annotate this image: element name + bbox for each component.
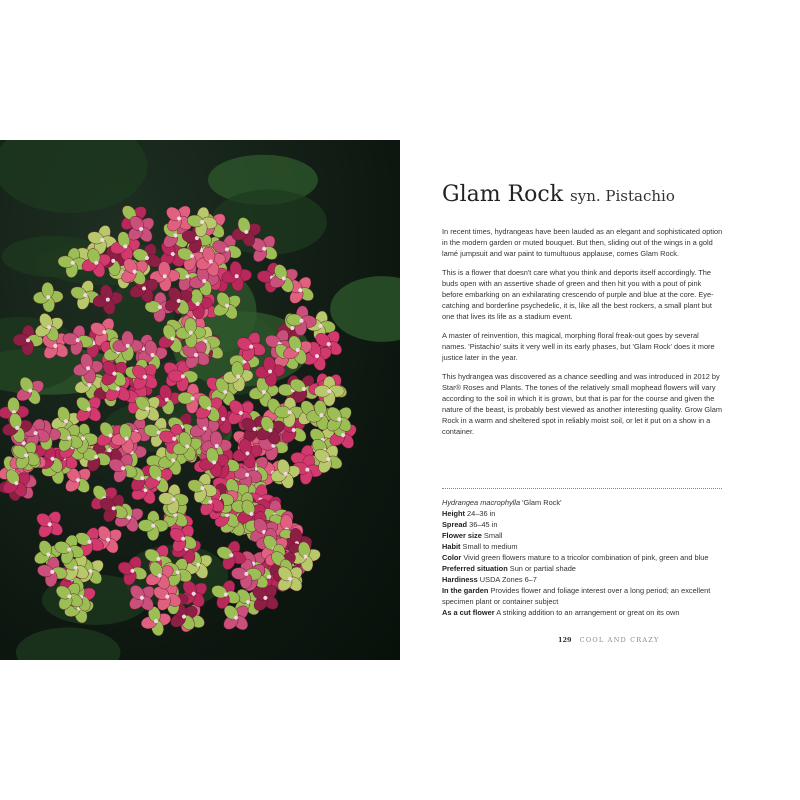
spec-label: Color (442, 553, 462, 562)
spec-label: Height (442, 509, 465, 518)
spec-value: Small (481, 531, 503, 540)
description-body (442, 226, 724, 445)
text-page (400, 140, 800, 660)
paragraph: A master of reinvention, this magical, morphing floral freak-out goes by several names. 'Pistachio' suits it very well in its early phases, but 'Glam Rock' does it more justice later in the year. (442, 331, 715, 362)
spec-label: Habit (442, 542, 461, 551)
spec-value: USDA Zones 6–7 (477, 575, 537, 584)
spec-label: As a cut flower (442, 608, 495, 617)
paragraph: This is a flower that doesn't care what you think and deports itself accordingly. The buds open with an assertive shade of green and then hit you with a pout of pink before embarking on an exhilarating crescendo of purple and blue at the core. Eye-catching and borderline psychedelic, it is, like all the best rockers, a small plant but one that lives its life as a stadium event. (442, 268, 714, 321)
spec-row (442, 508, 724, 519)
plant-specs (442, 497, 724, 618)
spec-value: Sun or partial shade (507, 564, 576, 573)
page-number: 129 (558, 636, 572, 644)
paragraph: This hydrangea was discovered as a chance seedling and was introduced in 2012 by Star® Roses and Plants. The tones of the relatively small mophead flowers will vary according to the soil in which it is grown, but that is par for the course and given the nature of the beast, is probably best viewed as another interesting quality. Grow Glam Rock in a warm and sheltered spot in reliably moist soil, or let it put on a show in a container. (442, 372, 723, 436)
plant-title (442, 182, 675, 207)
spec-row (442, 530, 724, 541)
spec-row (442, 541, 724, 552)
spec-value: 24–36 in (465, 509, 496, 518)
spec-row (442, 574, 724, 585)
spec-label: Spread (442, 520, 468, 529)
botanical-name: Hydrangea macrophylla (442, 498, 521, 507)
hydrangea-photo (0, 140, 400, 660)
botanical-name-line (442, 497, 724, 508)
hydrangea-illustration (0, 140, 400, 660)
plant-name: Glam Rock (442, 182, 564, 207)
cultivar-name: 'Glam Rock' (520, 498, 562, 507)
spec-row (442, 563, 724, 574)
spec-row (442, 552, 724, 563)
spec-value: 36–45 in (467, 520, 498, 529)
spec-row (442, 519, 724, 530)
spec-row (442, 585, 724, 607)
paragraph: In recent times, hydrangeas have been lauded as an elegant and sophisticated option in the modern garden or muted bouquet. But then, sliding out of the wings in a gold lamé jumpsuit and war paint to tumultuous applause, comes Glam Rock. (442, 227, 723, 258)
spec-value: Small to medium (460, 542, 518, 551)
book-spread (0, 140, 800, 660)
plant-synonym: syn. Pistachio (570, 187, 675, 205)
spec-value: Vivid green flowers mature to a tricolor combination of pink, green and blue (461, 553, 709, 562)
spec-label: Hardiness (442, 575, 478, 584)
spec-row (442, 607, 724, 618)
dotted-divider (442, 488, 722, 489)
spec-value: A striking addition to an arrangement or great on its own (494, 608, 680, 617)
spec-label: Preferred situation (442, 564, 508, 573)
spec-label: In the garden (442, 586, 489, 595)
section-title: COOL AND CRAZY (579, 636, 660, 644)
spec-value: Provides flower and foliage interest over a long period; an excellent specimen plant or container subject (442, 586, 711, 606)
spec-label: Flower size (442, 531, 482, 540)
page-footer (558, 636, 660, 644)
